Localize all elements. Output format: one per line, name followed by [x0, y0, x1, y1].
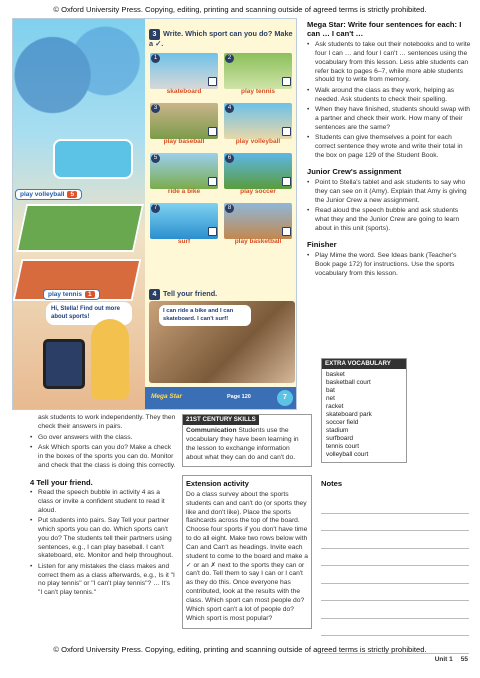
activity4-speech-bubble: I can ride a bike and I can skateboard. I can't surf! [159, 305, 251, 326]
vocab-word: net [326, 395, 335, 402]
intro-text: ask students to work independently. They then check their answers in pairs. [38, 414, 176, 430]
sport-tile: 2 play tennis [224, 53, 292, 97]
skills-text: Communication Students use the vocabulary they have been learning in the lesson to exchange information about what they can do and can't do. [186, 427, 299, 461]
sport-tile: 8 play basketball [224, 203, 292, 247]
top-list [30, 434, 176, 471]
mega-star-title: Mega Star: Write four sentences for each: I can … I can't … [307, 20, 462, 39]
junior-crew-title: Junior Crew's assignment [307, 167, 402, 177]
note-line[interactable] [321, 566, 469, 584]
list-item: • When they have finished, students should swap with a partner and check their work. How many of their sentences are the same? [307, 106, 471, 133]
stella-character [91, 319, 129, 399]
illustration-scene [13, 19, 145, 410]
mega-star-badge: 7 [277, 390, 293, 406]
note-line[interactable] [321, 496, 469, 514]
middle-column [182, 414, 312, 629]
list-item: • Read the speech bubble in activity 4 as a class or invite a confident student to read it aloud. [30, 489, 176, 516]
note-line[interactable] [321, 549, 469, 567]
activity-panel [145, 19, 297, 410]
scene-tag-tennis: play tennis 1 [43, 289, 100, 300]
extra-vocabulary-title: EXTRA VOCABULARY [322, 359, 406, 369]
vocab-word: tennis court [326, 443, 360, 451]
copyright-top: © Oxford University Press. Copying, editing, printing and scanning outside of agreed terms is strictly prohibited. [53, 5, 427, 14]
extension-text: Do a class survey about the sports students can and can't do (or sports they like and don't like). Place the sports flashcards across the top of the board. Choose four sports if you don't have time to do all eight. Make two rows below with Can and Can't as headings. Invite each student to come to the board and make a ✓ or an ✗ next to the sports they can or can't do. Tell them to say I can or I can't as they do this. Once everyone has contributed, look at the results with the class. Which sport can most people do? Which sport can't a lot of people do? Which sport is most popular? [186, 490, 308, 622]
vocab-word: skateboard park [326, 411, 372, 419]
sport-tile: 5 ride a bike [150, 153, 218, 197]
list-item: • Read aloud the speech bubble and ask students what they and the Junior Crew are going to learn about in this unit (sports). [307, 207, 471, 234]
vocabulary-list [322, 369, 406, 462]
note-line[interactable] [321, 584, 469, 602]
finisher-list [307, 252, 471, 279]
skills-box [182, 414, 312, 467]
list-item: • Point to Stella's tablet and ask students to say who they can see on it (Amy). Explain that Amy is giving the Junior Crew a new assignment. [307, 179, 471, 206]
copyright-bottom: © Oxford University Press. Copying, editing, printing and scanning outside of agreed terms is strictly prohibited. [53, 645, 427, 654]
extra-vocabulary-box [321, 358, 407, 463]
right-column [307, 20, 471, 280]
sport-tile: 6 play soccer [224, 153, 292, 197]
notes-title: Notes [321, 479, 343, 488]
list-item: • Put students into pairs. Say Tell your partner which sports you can do. Which sports can't you do? The students tell their partners using sentences, e.g., I can play baseball. I can't skateboard, etc. Monitor and help throughout. [30, 517, 176, 561]
notes-section [321, 479, 469, 654]
vocab-word: basketball court [326, 378, 371, 386]
sport-tile: 7 surf [150, 203, 218, 247]
note-line[interactable] [321, 514, 469, 532]
sport-tile: 1 skateboard [150, 53, 218, 97]
note-line[interactable] [321, 531, 469, 549]
mega-star-list [307, 41, 471, 160]
mega-star-page: Page 120 [227, 394, 251, 400]
vocab-word: soccer field [326, 419, 359, 427]
vocab-word: surfboard [326, 435, 353, 443]
checkbox[interactable] [208, 227, 217, 236]
skills-header: 21ST CENTURY SKILLS [183, 415, 259, 425]
pool-illustration [53, 139, 133, 179]
checkbox[interactable] [208, 177, 217, 186]
mega-star-label: Mega Star [151, 393, 183, 400]
tablet-icon [43, 339, 85, 389]
checkbox[interactable] [282, 227, 291, 236]
section4-title: 4 Tell your friend. [30, 477, 93, 487]
list-item: • Go over answers with the class. [30, 434, 176, 443]
vocab-word: racket [326, 403, 344, 411]
finisher-title: Finisher [307, 240, 337, 250]
activity3-title: 3 Write. Which sport can you do? Make a ✓. [149, 29, 293, 48]
checkbox[interactable] [282, 127, 291, 136]
scene-tag-volleyball: play volleyball 5 [15, 189, 82, 200]
student-book-page [12, 18, 297, 410]
checkbox[interactable] [282, 77, 291, 86]
checkbox[interactable] [208, 127, 217, 136]
extension-title: Extension activity [186, 478, 249, 488]
unit-label: Unit 1 [434, 656, 453, 663]
vocab-word: bat [326, 386, 335, 394]
volleyball-pitch [16, 204, 144, 252]
page-footer [427, 656, 468, 663]
junior-crew-list [307, 179, 471, 234]
list-item: • Ask Which sports can you do? Make a check in the boxes of the sports you can do. Monitor and check that the class is doing this correctly. [30, 444, 176, 471]
stella-speech-bubble: Hi, Stella! Find out more about sports! [46, 302, 132, 325]
left-column [30, 414, 176, 600]
sport-tile: 4 play volleyball [224, 103, 292, 147]
vocab-word: stadium [326, 427, 349, 435]
sport-tile: 3 play baseball [150, 103, 218, 147]
vocab-word: volleyball court [326, 451, 369, 459]
note-line[interactable] [321, 619, 469, 637]
wave-illustration [13, 19, 145, 159]
list-item: • Students can give themselves a point for each correct sentence they wrote and write their total in the box on page 129 of the Student Book. [307, 134, 471, 161]
list-item: • Play Mime the word. See Ideas bank (Teacher's Book page 172) for instructions. Use the sports vocabulary from this lesson. [307, 252, 471, 279]
page-number: 55 [460, 656, 468, 663]
vocab-word: basket [326, 370, 345, 378]
activity4-title: 4 Tell your friend. [149, 289, 217, 300]
checkbox[interactable] [208, 77, 217, 86]
list-item: • Listen for any mistakes the class makes and correct them as a class afterwards, e.g., Is it "I no play tennis" or "I can't play tennis"? … It's "I can't play tennis." [30, 563, 176, 598]
checkbox[interactable] [282, 177, 291, 186]
list-item: • Ask students to take out their notebooks and to write four I can … and four I can't … sentences using the vocabulary from this lesson. Less able students can refer back to pages 6–7, while more able students should try to write from memory. [307, 41, 471, 85]
extension-box [182, 475, 312, 630]
list-item: • Walk around the class as they work, helping as needed. Ask students to check their spelling. [307, 87, 471, 105]
section4-list [30, 489, 176, 598]
note-line[interactable] [321, 601, 469, 619]
